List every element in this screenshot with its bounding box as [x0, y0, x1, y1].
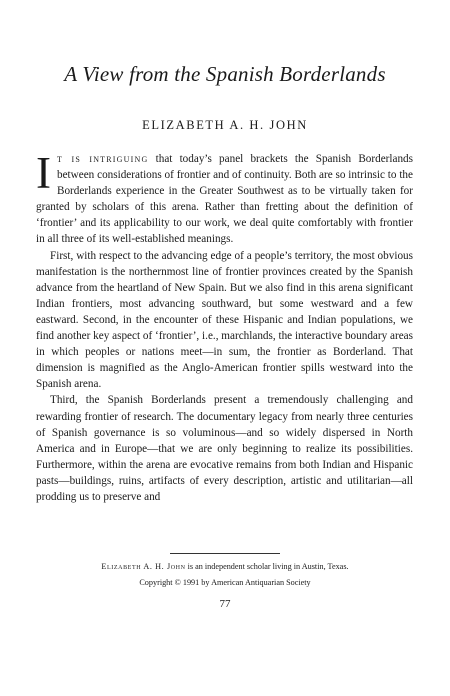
drop-cap: I — [36, 148, 51, 198]
article-author: ELIZABETH A. H. JOHN — [142, 118, 308, 132]
paragraph-3: Third, the Spanish Borderlands present a tremendously challenging and rewarding frontier of research. The documentary legacy from nearly three centuries of Spanish governance is so voluminous—and so widely dispersed in North America and in Europe—that we are only beginning to realize its possibilities. Furthermore, within the arena are evocative remains from both Indian and Hispanic pasts—buildings, ruins, artifacts of every description, artistic and utilitarian—all prodding us to preserve and — [36, 394, 413, 503]
paragraph-1-text: that today’s panel brackets the Spanish Borderlands between considerations of frontier and of continuity. Both are so intrinsic to the Borderlands experience in the Greater Southwest as to be virtually taken for granted by scholars of this arena. Rather than fretting about the definition of ‘frontier’ and its applicability to our work, we deal quite comfortably with frontier in all three of its well-established meanings. — [36, 153, 414, 246]
copyright-notice: Copyright © 1991 by American Antiquarian Society — [139, 578, 311, 587]
footnote-divider — [170, 553, 280, 554]
article-title: A View from the Spanish Borderlands — [64, 62, 386, 86]
lead-in-text: t is intriguing — [57, 153, 149, 165]
paragraph-2: First, with respect to the advancing edge of a people’s territory, the most obvious manifestation is the northernmost line of frontier provinces created by the Spanish advance from the heartland of New Spain. But we also find in this arena significant Indian frontiers, most advancing southward, but some westward and a few eastward. Second, in the encounter of these Hispanic and Indian populations, we find another key aspect of ‘frontier’, i.e., marchlands, the interactive boundary areas in which peoples or nations meet—in sum, the frontier as Borderland. That dimension is magnified as the Anglo-American frontier spills westward into the Spanish arena. — [36, 249, 413, 391]
paragraph-1 — [36, 148, 414, 248]
article-body — [36, 148, 414, 505]
footnote-author-name: Elizabeth A. H. John — [101, 562, 186, 571]
author-footnote — [0, 562, 450, 571]
footnote-author-note: is an independent scholar living in Austin, Texas. — [185, 562, 349, 571]
page-number: 77 — [219, 598, 231, 610]
